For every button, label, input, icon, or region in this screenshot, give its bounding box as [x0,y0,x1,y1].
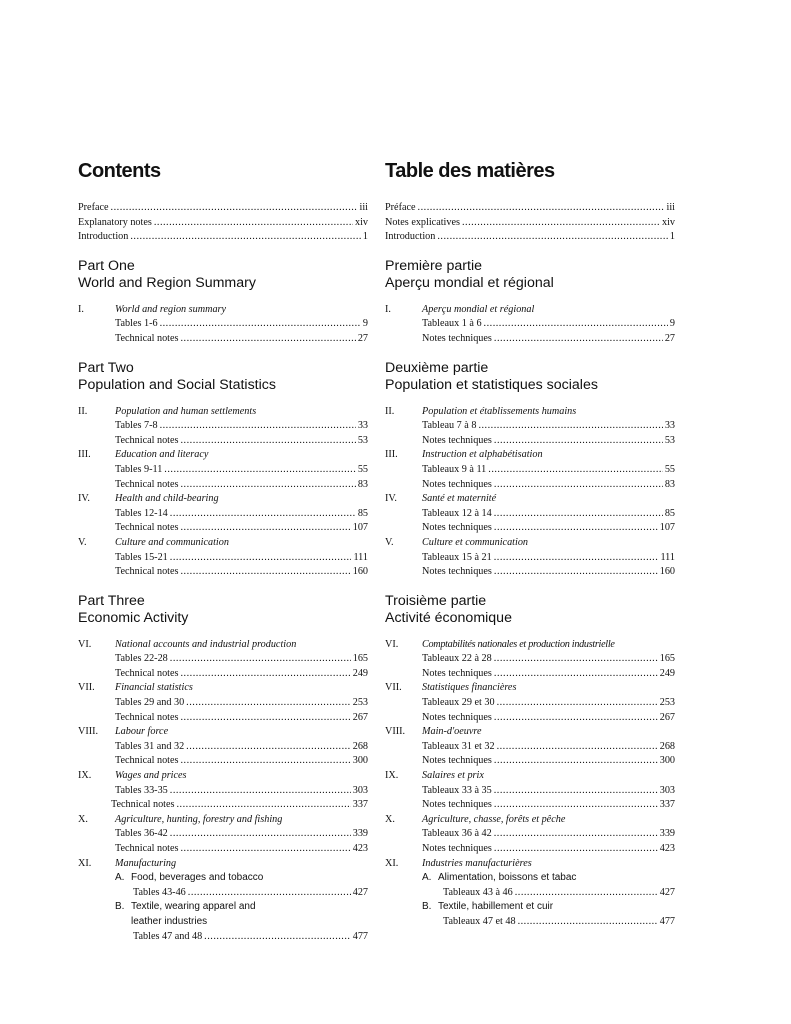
entry-label: Tableau 7 à 8 [422,420,477,432]
entry-page: 300 [352,755,368,767]
entry-page: 339 [659,828,675,840]
entry-label: Tableaux 1 à 6 [422,318,482,330]
subsection-name: Food, beverages and tobacco [131,872,264,884]
toc-entry-technical-notes[interactable] [385,842,675,857]
toc-entry-introduction[interactable] [78,230,368,245]
part-label: Troisième partie [385,592,487,609]
entry-page: 107 [352,522,368,534]
toc-entry-tables[interactable] [78,463,368,478]
section-name: Culture and communication [115,536,229,548]
entry-label: Preface [78,202,109,213]
toc-entry-tables[interactable] [78,551,368,566]
section-name: Aperçu mondial et régional [422,303,535,315]
entry-label: Tableaux 36 à 42 [422,828,492,840]
section-number: III. [385,449,398,461]
contents-title: Table des matières [385,160,555,182]
toc-entry-tables[interactable] [385,696,675,711]
entry-label: Tableaux 43 à 46 [443,886,513,898]
entry-page: 165 [352,653,368,665]
section-name: Manufacturing [115,857,177,869]
subsection-letter: B. [115,901,125,913]
section-number: VI. [78,638,92,650]
section-number: III. [78,449,91,461]
entry-label: Tableaux 31 et 32 [422,740,495,752]
entry-page: 477 [352,930,368,942]
toc-entry-technical-notes[interactable] [385,332,675,347]
part-label: Deuxième partie [385,359,489,376]
entry-page: 337 [659,799,675,811]
entry-label: Tables 12-14 [115,507,168,519]
entry-page: 33 [664,420,675,432]
entry-page: 427 [352,886,368,898]
contents-column-english [78,160,368,944]
section-heading [78,492,368,507]
subsection-name: Textile, habillement et cuir [438,901,554,913]
part-label: Première partie [385,257,482,274]
section-heading [385,638,675,653]
section-number: II. [78,405,88,417]
toc-entry-technical-notes[interactable] [78,478,368,493]
entry-label: Tables 33-35 [115,784,168,796]
section-number: IV. [385,493,397,505]
entry-label: Préface [385,202,416,213]
entry-page: iii [359,202,368,213]
section-heading [78,857,368,872]
entry-label: Notes techniques [422,843,492,854]
section-heading [78,405,368,420]
entry-page: 85 [357,507,368,519]
section-heading [385,303,675,318]
toc-entry-technical-notes[interactable] [385,478,675,493]
entry-label: Tables 31 and 32 [115,740,185,752]
toc-entry-tables[interactable] [385,652,675,667]
subsection-name: Textile, wearing apparel and [131,901,256,913]
entry-page: 9 [362,318,368,330]
section-name: Population and human settlements [115,405,257,417]
entry-label: Tables 9-11 [115,463,163,475]
entry-label: Technical notes [115,667,179,679]
section-heading [385,813,675,828]
section-number: VIII. [78,726,99,738]
entry-label: Technical notes [115,755,179,767]
section-name: Industries manufacturières [422,857,532,869]
subsection-name: Alimentation, boissons et tabac [438,872,577,884]
section-number: II. [385,405,395,417]
section-name: Statistiques financières [422,682,517,694]
entry-page: 267 [659,711,675,723]
toc-entry-tables[interactable] [385,551,675,566]
entry-page: 427 [659,886,675,898]
section-name: Comptabilités nationales et production industrielle [422,638,615,650]
toc-entry-tables[interactable] [385,317,675,332]
toc-entry-tables[interactable] [78,827,368,842]
entry-label: Technical notes [115,478,179,490]
toc-entry-tables[interactable] [385,419,675,434]
toc-entry-technical-notes[interactable] [385,521,675,536]
toc-entry-tables[interactable] [385,463,675,478]
section-number: V. [385,536,394,548]
section-heading [78,448,368,463]
section-number: X. [385,813,395,825]
toc-entry-tables[interactable] [78,317,368,332]
subsection-heading [78,900,368,915]
part-one-heading [385,258,675,292]
toc-entry-technical-notes[interactable] [385,434,675,449]
section-name: National accounts and industrial production [115,638,297,650]
section-name: World and region summary [115,303,227,315]
entry-page: 83 [357,478,368,490]
entry-label: Notes techniques [422,522,492,534]
subsection-letter: A. [422,872,432,884]
toc-entry-tables[interactable] [78,886,368,901]
entry-label: Notes techniques [422,332,492,344]
entry-page: 111 [353,551,368,563]
entry-page: 268 [659,740,675,752]
subsection-letter: A. [115,872,125,884]
section-name: Salaires et prix [422,770,484,782]
subsection-heading [385,900,675,915]
entry-label: Tables 36-42 [115,828,168,840]
part-three-heading [78,593,368,627]
section-number: I. [385,303,391,315]
entry-label: Notes techniques [422,566,492,578]
toc-entry-tables[interactable] [385,507,675,522]
section-heading [385,492,675,507]
part-title: Aperçu mondial et régional [385,274,554,291]
section-heading [385,405,675,420]
section-heading [385,725,675,740]
entry-page: 53 [357,434,368,446]
section-name: Agriculture, chasse, forêts et pêche [422,813,566,825]
part-two-heading [385,360,675,394]
part-two-heading [78,360,368,394]
section-name: Population et établissements humains [422,405,577,417]
toc-entry-technical-notes[interactable] [385,711,675,726]
entry-label: Tables 1-6 [115,318,158,330]
section-name: Financial statistics [115,682,193,694]
entry-page: 1 [669,231,675,243]
entry-page: 423 [352,843,368,854]
entry-page: 267 [352,711,368,723]
contents-title: Contents [78,160,161,182]
entry-page: 253 [352,697,368,709]
entry-page: 160 [352,566,368,578]
toc-entry-explanatory-notes[interactable] [385,216,675,231]
entry-label: Tables 7-8 [115,420,158,432]
entry-label: Technical notes [111,799,175,811]
entry-page: 27 [357,332,368,344]
part-title: Activité économique [385,609,512,626]
entry-page: xiv [661,216,675,228]
entry-label: Introduction [78,231,129,243]
entry-page: 107 [659,522,675,534]
section-name: Labour force [115,726,169,738]
toc-entry-tables[interactable] [385,740,675,755]
section-name: Instruction et alphabétisation [422,449,543,461]
entry-label: Notes techniques [422,711,492,723]
entry-label: Notes techniques [422,755,492,767]
section-number: XI. [385,857,399,869]
section-name: Health and child-bearing [115,493,219,505]
toc-entry-tables[interactable] [78,784,368,799]
entry-label: Technical notes [115,522,179,534]
entry-label: Tableaux 33 à 35 [422,784,492,796]
toc-entry-tables[interactable] [385,915,675,930]
part-title: Population et statistiques sociales [385,376,598,393]
entry-page: 165 [659,653,675,665]
entry-label: Tableaux 9 à 11 [422,463,487,475]
toc-entry-technical-notes[interactable] [78,667,368,682]
toc-entry-technical-notes[interactable] [385,754,675,769]
section-name: Agriculture, hunting, forestry and fishing [115,813,283,825]
toc-entry-technical-notes[interactable] [78,842,368,857]
toc-entry-tables[interactable] [385,886,675,901]
section-name: Santé et maternité [422,493,497,505]
toc-entry-technical-notes[interactable] [385,798,675,813]
toc-entry-technical-notes[interactable] [385,565,675,580]
entry-label: Tableaux 12 à 14 [422,507,492,519]
toc-entry-tables[interactable] [78,930,368,945]
section-number: IV. [78,493,90,505]
entry-label: Technical notes [115,434,179,446]
toc-entry-preface[interactable] [385,201,675,216]
section-name: Wages and prices [115,770,187,782]
entry-label: Tables 15-21 [115,551,168,563]
part-title: Population and Social Statistics [78,376,276,393]
toc-entry-technical-notes[interactable] [385,667,675,682]
toc-entry-technical-notes[interactable] [78,754,368,769]
section-heading [385,448,675,463]
section-name: Main-d'oeuvre [422,726,482,738]
toc-entry-tables[interactable] [78,740,368,755]
section-heading [385,681,675,696]
entry-label: Technical notes [115,566,179,578]
subsection-heading [385,871,675,886]
entry-page: 1 [362,231,368,243]
entry-page: 339 [352,828,368,840]
subsection-heading [78,871,368,886]
section-number: V. [78,536,87,548]
section-number: XI. [78,857,92,869]
toc-entry-technical-notes[interactable] [78,332,368,347]
toc-entry-preface[interactable] [78,201,368,216]
part-title: Economic Activity [78,609,189,626]
toc-entry-tables[interactable] [78,696,368,711]
entry-page: iii [666,202,675,213]
toc-entry-technical-notes[interactable] [78,711,368,726]
entry-page: 33 [357,420,368,432]
entry-page: 303 [352,784,368,796]
section-number: VIII. [385,726,406,738]
entry-label: Tableaux 22 à 28 [422,653,492,665]
entry-page: 85 [664,507,675,519]
toc-entry-technical-notes[interactable] [78,434,368,449]
entry-label: Tables 29 and 30 [115,697,185,709]
entry-label: Explanatory notes [78,216,152,228]
toc-entry-introduction[interactable] [385,230,675,245]
entry-page: 55 [664,463,675,475]
toc-entry-technical-notes[interactable] [78,798,368,813]
entry-page: 337 [352,799,368,811]
part-label: Part Two [78,359,134,376]
entry-label: Notes techniques [422,434,492,446]
contents-column-french [385,160,675,930]
entry-page: 111 [660,551,675,563]
entry-page: 253 [659,697,675,709]
toc-entry-tables[interactable] [385,784,675,799]
toc-entry-tables[interactable] [78,419,368,434]
part-label: Part One [78,257,135,274]
entry-page: 423 [659,843,675,854]
section-heading [385,536,675,551]
toc-entry-tables[interactable] [78,507,368,522]
entry-page: 27 [664,332,675,344]
section-number: VII. [78,682,95,694]
entry-label: Tableaux 29 et 30 [422,697,495,709]
toc-entry-technical-notes[interactable] [78,521,368,536]
toc-entry-tables[interactable] [385,827,675,842]
section-number: IX. [78,770,92,782]
entry-page: 300 [659,755,675,767]
entry-label: Tableaux 47 et 48 [443,915,516,927]
toc-entry-explanatory-notes[interactable] [78,216,368,231]
entry-label: Tables 22-28 [115,653,168,665]
entry-label: Technical notes [115,332,179,344]
section-number: I. [78,303,84,315]
entry-page: 477 [659,915,675,927]
section-number: IX. [385,770,399,782]
toc-entry-tables[interactable] [78,652,368,667]
entry-label: Notes techniques [422,799,492,811]
entry-label: Tables 47 and 48 [133,930,203,942]
entry-label: Technical notes [115,843,179,854]
part-title: World and Region Summary [78,274,256,291]
part-label: Part Three [78,592,145,609]
section-name: Education and literacy [115,449,209,461]
part-one-heading [78,258,368,292]
entry-label: Notes techniques [422,478,492,490]
entry-page: 160 [659,566,675,578]
entry-page: 249 [659,667,675,679]
section-number: X. [78,813,88,825]
part-three-heading [385,593,675,627]
entry-label: Introduction [385,231,436,243]
entry-label: Tableaux 15 à 21 [422,551,492,563]
entry-page: 303 [659,784,675,796]
toc-entry-technical-notes[interactable] [78,565,368,580]
section-heading [78,303,368,318]
entry-label: Technical notes [115,711,179,723]
entry-page: 53 [664,434,675,446]
subsection-letter: B. [422,901,432,913]
section-name: Culture et communication [422,536,529,548]
section-heading [385,769,675,784]
entry-page: 55 [357,463,368,475]
section-heading [385,857,675,872]
section-heading [78,536,368,551]
section-number: VII. [385,682,402,694]
section-heading [78,638,368,653]
subsection-name-continued: leather industries [131,915,208,927]
entry-page: 9 [669,318,675,330]
entry-label: Notes explicatives [385,216,460,228]
section-heading [78,769,368,784]
entry-label: Tables 43-46 [133,886,186,898]
section-heading [78,725,368,740]
entry-page: 268 [352,740,368,752]
section-heading [78,681,368,696]
entry-page: xiv [354,216,368,228]
entry-page: 249 [352,667,368,679]
section-number: VI. [385,638,399,650]
section-heading [78,813,368,828]
entry-page: 83 [664,478,675,490]
entry-label: Notes techniques [422,667,492,679]
